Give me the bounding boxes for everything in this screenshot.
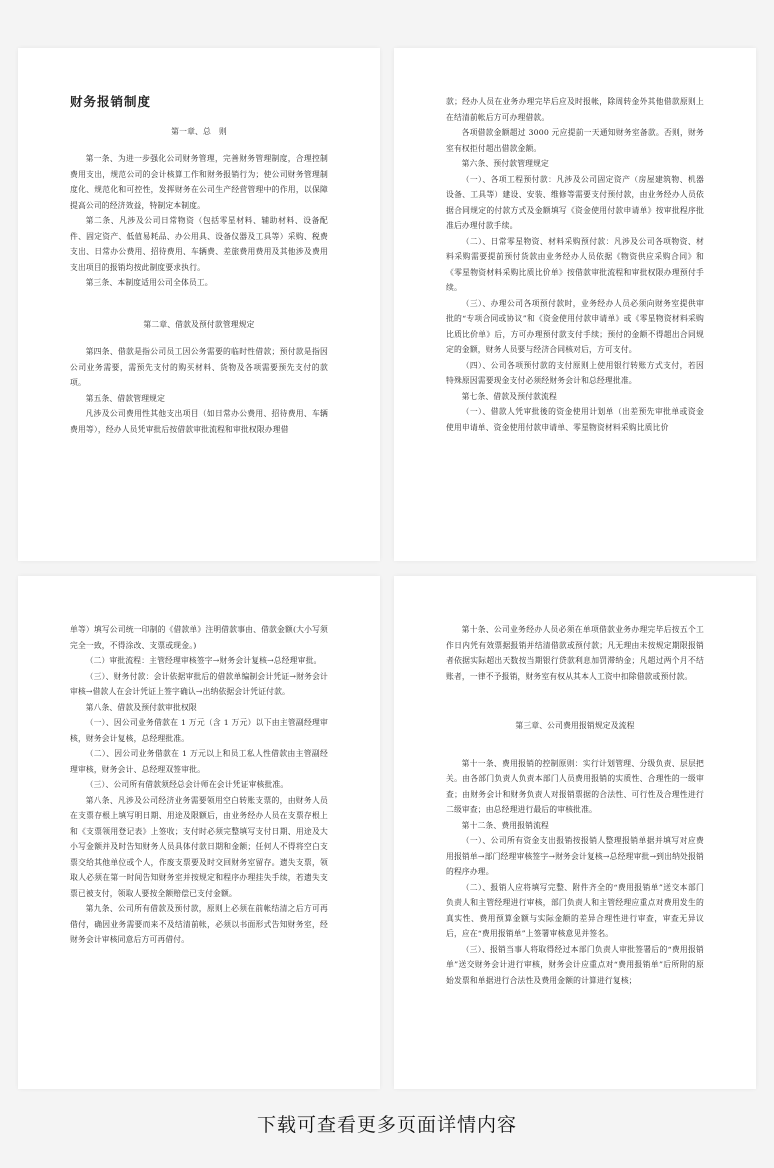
document-page-3 [18,576,380,1089]
article-paragraph: （二）、报销人应将填写完整、附件齐全的“费用报销单”送交本部门负责人和主管经理进行审核，部门负责人和主管经理应重点对费用发生的真实性、费用预算金额与实际金额的差异合理性进行审查，审查无异议后，应在“费用报销单”上签署审核意见并签名。 [446,882,704,938]
article-paragraph: （一）、公司所有资金支出报销按报销人整理报销单据并填写对应费用报销单→部门经理审核签字→财务会计复核→总经理审批→到出纳处报销的程序办理。 [446,836,704,876]
article-paragraph: （二）审批流程：主管经理审核签字→财务会计复核→总经理审批。 [85,656,322,665]
article-paragraph: 款；经办人员在业务办理完毕后应及时报帐，除周转金外其他借款原则上在结清前帐后方可办理借款。 [446,97,704,122]
article-subheading: 第十二条、费用报销流程 [461,820,550,830]
article-subheading: 第六条、预付款管理规定 [461,159,550,168]
chapter-heading: 第三章、公司费用报销规定及流程 [515,721,635,730]
document-page-1 [18,48,380,561]
article-paragraph: 凡涉及公司费用性其他支出项目（如日常办公费用、招待费用、车辆费用等），经办人员凭审批后按借款审批流程和审批权限办理借 [70,409,328,434]
document-page-2 [394,48,756,561]
article-paragraph: （四）、公司各项预付款的支付原则上使用银行转账方式支付，若因特殊原因需要现金支付必须经财务会计和总经理批准。 [446,360,704,385]
article-paragraph: 第三条、本制度适用公司全体员工。 [85,278,213,287]
document-title: 财务报销制度 [70,94,152,109]
download-prompt-text: 下载可查看更多页面详情内容 [256,1114,517,1136]
article-paragraph: 第九条、公司所有借款及预付款，原则上必须在前帐结清之后方可再借付，确因业务需要而来不及结清前帐，必须以书面形式告知财务室，经财务会计审核同意后方可再借付。 [70,904,328,944]
article-paragraph: 第四条、借款是指公司员工因公务需要的临时性借款；预付款是指因公司业务需要，需预先支付的购买材料、货物及各项需要预先支付的款项。 [70,347,328,387]
article-paragraph: 单等）填写公司统一印制的《借款单》注明借款事由、借款金额(大小写须完全一致，不得涂改、支票或现金。) [70,625,328,650]
article-subheading: 第八条、借款及预付款审批权限 [85,702,197,712]
article-paragraph: （三）、财务付款：会计依据审批后的借款单编制会计凭证→财务会计审核→借款人在会计凭证上签字确认→出纳依据会计凭证付款。 [70,671,328,696]
article-paragraph: （三）、报销当事人将取得经过本部门负责人审批签署后的“费用报销单”送交财务会计进行审核，财务会计应重点对“费用报销单”后所附的原始发票和单据进行合法性及费用金额的计算进行复核； [446,944,704,985]
chapter-heading: 第一章、总 则 [171,126,227,136]
article-subheading: 第七条、借款及预付款流程 [461,391,557,401]
article-paragraph: 第十一条、费用报销的控制原则：实行计划管理、分级负责、层层把关。由各部门负责人负责本部门人员费用报销的实质性、合理性的一级审查；由财务会计和财务负责人对报销票据的合法性、可行性及合理性进行二级审查；由总经理进行最后的审核批准。 [446,758,704,814]
article-paragraph: （三）、办理公司各项预付款时，业务经办人员必须向财务室提供审批的“专项合同或协议”和《资金使用付款申请单》或《零星物资材料采购比质比价单》后，方可办理预付款支付手续；预付的金额不得超出合同规定的金额，财务人员要与经济合同核对后，方可支付。 [446,298,704,354]
article-subheading: 第五条、借款管理规定 [85,393,166,403]
article-paragraph: （三）、公司所有借款须经总会计师在会计凭证审核批准。 [85,780,289,789]
article-paragraph: （一）、各项工程预付款：凡涉及公司固定资产（房屋建筑物、机器设备、工具等）建设、安装、维修等需要支付预付款，由业务经办人员依据合同规定的付款方式及金额填写《资金使用付款申请单》按审批程序批准后办理付款手续。 [446,174,704,230]
article-paragraph: 第一条、为进一步强化公司财务管理，完善财务管理制度，合理控制费用支出，规范公司的会计核算工作和财务报销行为；使公司财务管理制度化、规范化和可控性，发挥财务在公司生产经营管理中的作用，以保障提高公司的经济效益，特制定本制度。 [70,154,328,210]
article-paragraph: 第八条、凡涉及公司经济业务需要领用空白转账支票的，由财务人员在支票存根上填写明日期、用途及限额后，由业务经办人员在支票存根上和《支票领用登记表》上签收；支付时必须完整填写支付日期、用途及大小写金额并及时告知财务人员具体付款日期和金额；任何人不得将空白支票交给其他单位或个人，作废支票要及时交回财务室留存。遗失支票，领取人必须在第一时间告知财务室并按规定和程序办理挂失手续，若遗失支票已被支付，领取人要按全额赔偿已支付金额。 [70,795,328,898]
chapter-heading: 第二章、借款及预付款管理规定 [143,319,255,329]
article-paragraph: 第二条、凡涉及公司日常物资（包括零星材料、辅助材料、设备配件、固定资产、低值易耗品、办公用具、设备仪器及工具等）采购、税费支出、日常办公费用、招待费用、车辆费、差旅费用费用及其他涉及费用支出项目的报销均按此制度要求执行。 [70,216,328,272]
document-page-4 [394,576,756,1089]
article-paragraph: （二）、因公司业务借款在 1 万元以上和员工私人性借款由主管副经理审核，财务会计、总经理双签审批。 [70,749,328,774]
article-paragraph: 第十条、公司业务经办人员必须在单项借款业务办理完毕后按五个工作日内凭有效票据报销并结清借款或预付款；凡无理由未按规定期限报销者依据实际超出天数按当期银行贷款利息加罚滞纳金；凡超过两个月不结账者，一律不予报销，财务室有权从其本人工资中扣除借款或预付款。 [446,625,704,681]
article-paragraph: （一）、借款人凭审批後的资金使用计划单（出差预先审批单或资金使用申请单、资金使用付款申请单、零星物资材料采购比质比价 [446,407,704,432]
article-paragraph: （二）、日常零星物资、材料采购预付款：凡涉及公司各项物资、材料采购需要提前预付货款由业务经办人员依据《物资供应采购合同》和《零星物资材料采购比质比价单》按借款审批流程和审批权限办理预付手续。 [446,236,704,292]
article-paragraph: （一）、因公司业务借款在 1 万元（含 1 万元）以下由主管副经理审核，财务会计复核，总经理批准。 [70,718,328,743]
article-paragraph: 各项借款金额超过 3000 元应提前一天通知财务室备款。否则，财务室有权拒付超出借款金额。 [446,128,704,153]
